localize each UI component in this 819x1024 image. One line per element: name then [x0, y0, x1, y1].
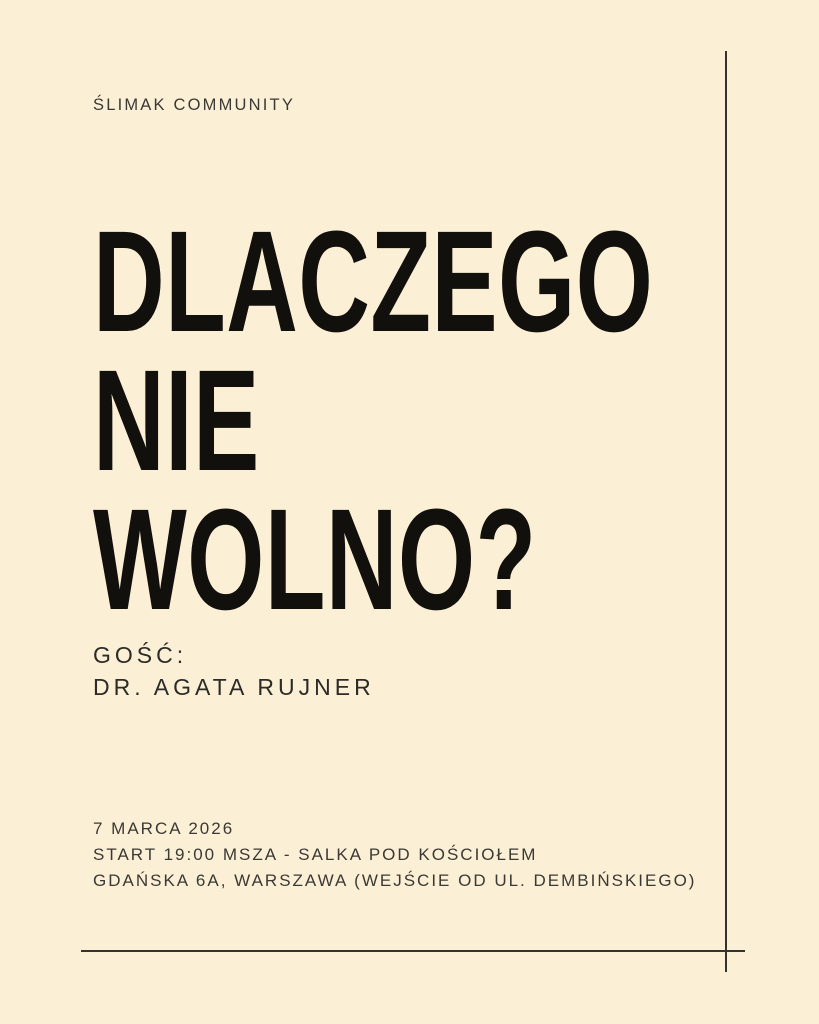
event-date: 7 MARCA 2026 [93, 819, 235, 838]
event-time-place: START 19:00 MSZA - SALKA POD KOŚCIOŁEM [93, 845, 538, 864]
event-address: GDAŃSKA 6A, WARSZAWA (WEJŚCIE OD UL. DEMBIŃSKIEGO) [93, 871, 697, 890]
poster-title [93, 201, 654, 640]
brand-name: ŚLIMAK COMMUNITY [93, 96, 296, 114]
poster-title-line-1: DLACZEGO [93, 201, 654, 362]
poster-title-line-2: NIE [93, 340, 260, 501]
guest-name: DR. AGATA RUJNER [93, 673, 375, 700]
vertical-rule [725, 51, 727, 972]
poster-title-line-3: WOLNO? [93, 479, 537, 640]
event-details [93, 816, 696, 894]
guest-label: GOŚĆ: [93, 642, 188, 668]
horizontal-rule [81, 950, 745, 952]
guest-block [93, 640, 375, 703]
